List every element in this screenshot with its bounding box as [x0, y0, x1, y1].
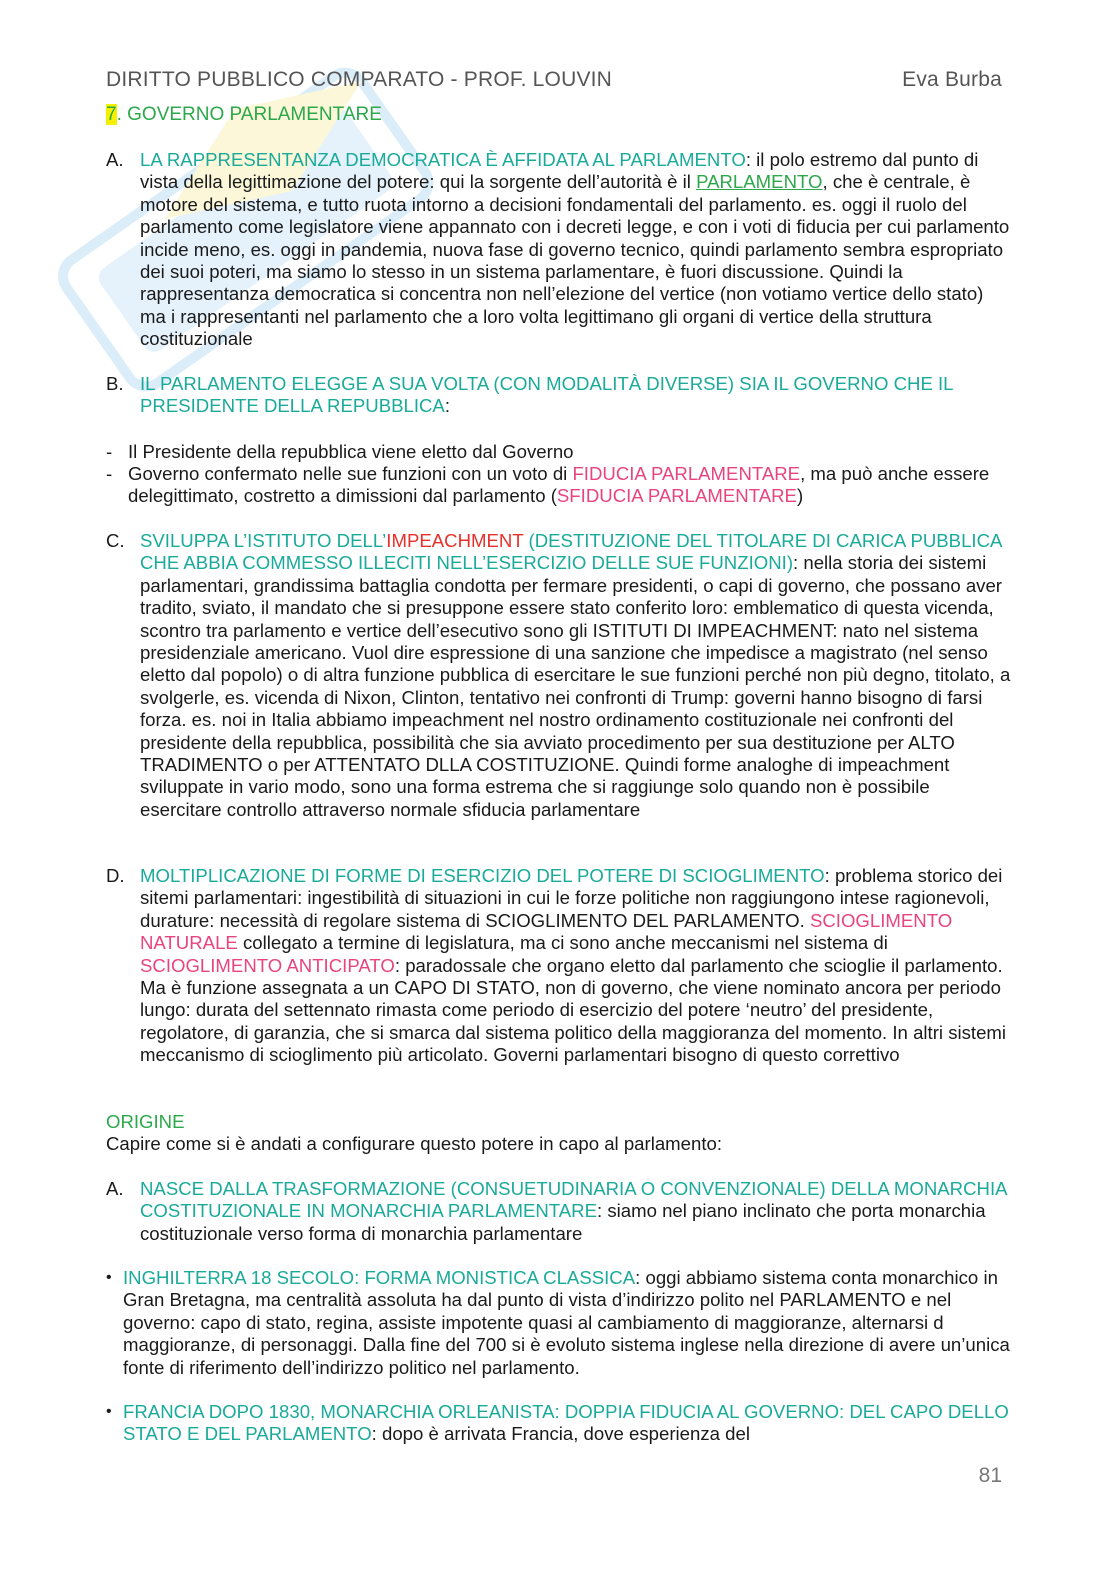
- item-c: [106, 530, 1011, 821]
- origine-intro: Capire come si è andati a configurare questo potere in capo al parlamento:: [106, 1133, 723, 1154]
- b-list-item-2-text2: , ma può anche essere delegittimato, costretto a dimissioni dal parlamento (: [128, 463, 990, 507]
- item-c-text: : nella storia dei sistemi parlamentari, grandissima battaglia condotta per fermare presidenti, o capi di governo, che possano aver tradito, sviato, il mandato che si presuppone essere stato conferito loro: emblematico di questa vicenda, scontro tra parlamento e vertice dell’esecutivo sono gli ISTITUTI DI IMPEACHMENT: nato nel sistema presidenziale americano. Vuol dire espressione di una sanzione che impedisce a magistrato (nel senso eletto dal popolo) o di altra funzione pubblica di esercitare le sue funzioni perché non più degno, titolato, a svolgerle, es. vicenda di Nixon, Clinton, tentativo nei confronti di Trump: governi hanno bisogno di farsi forza. es. noi in Italia abbiamo impeachment nel nostro ordinamento costituzionale nei confronti del presidente della repubblica, possibilità che sia avviato procedimento per sua destituzione per ALTO TRADIMENTO o per ATTENTATO DLLA COSTITUZIONE. Quindi forme analoghe di impeachment sviluppate in vario modo, sono una forma estrema che si raggiunge solo quando non è possibile esercitare controllo attraverso normale sfiducia parlamentare: [140, 552, 1011, 820]
- item-b-marker: B.: [106, 373, 124, 394]
- item-d-text1: : problema storico dei sitemi parlamentari: ingestibilità di situazioni in cui le forze politiche non raggiungono intese ragionevoli, durature: necessità di regolare sistema di SCIOGLIMENTO DEL PARLAMENTO.: [140, 865, 1003, 931]
- origine-item-a-marker: A.: [106, 1178, 124, 1199]
- item-a-heading: LA RAPPRESENTANZA DEMOCRATICA È AFFIDATA AL PARLAMENTO: [140, 149, 746, 170]
- b-list-item-1: [106, 441, 1011, 463]
- sfiducia-parlamentare: SFIDUCIA PARLAMENTARE: [556, 485, 797, 507]
- bullet-inghilterra-marker: •: [106, 1269, 112, 1286]
- item-b-colon: :: [444, 395, 451, 417]
- section-number: 7: [106, 104, 117, 125]
- origine-bullet-inghilterra: [106, 1267, 1011, 1379]
- section-title: [106, 104, 382, 126]
- item-a-parlamento-link: PARLAMENTO: [696, 171, 823, 193]
- impeachment-term: IMPEACHMENT: [386, 530, 524, 551]
- b-list-item-2-text3: ): [796, 485, 804, 507]
- b-list-item-2: [106, 463, 1011, 508]
- b-list-item-1-marker: -: [106, 441, 113, 462]
- item-d-text2: collegato a termine di legislatura, ma ci sono anche meccanismi nel sistema di: [237, 932, 888, 954]
- item-d-marker: D.: [106, 865, 125, 886]
- bullet-inghilterra-heading: INGHILTERRA 18 SECOLO: FORMA MONISTICA CLASSICA: [123, 1267, 636, 1288]
- b-list-item-2-text1: Governo confermato nelle sue funzioni con un voto di: [128, 463, 573, 484]
- item-c-heading1: SVILUPPA L’ISTITUTO DELL’: [140, 530, 387, 551]
- item-a-marker: A.: [106, 149, 124, 170]
- item-c-heading2: (DESTITUZIONE DEL TITOLARE DI CARICA PUBBLICA CHE ABBIA COMMESSO ILLECITI NELL’ESERCIZIO DELLE SUE FUNZIONI): [140, 530, 1002, 574]
- page-number: 81: [978, 1464, 1002, 1487]
- header-course-title: DIRITTO PUBBLICO COMPARATO - PROF. LOUVIN: [106, 68, 613, 91]
- origine-item-a-heading: NASCE DALLA TRASFORMAZIONE (CONSUETUDINARIA O CONVENZIONALE) DELLA MONARCHIA COSTITUZIONALE IN MONARCHIA PARLAMENTARE: [140, 1178, 1007, 1222]
- section-title-text: . GOVERNO PARLAMENTARE: [116, 104, 382, 125]
- origine-bullet-francia: [106, 1401, 1011, 1446]
- origine-heading: ORIGINE: [106, 1111, 185, 1132]
- bullet-francia-text: : dopo è arrivata Francia, dove esperienza del: [371, 1423, 750, 1445]
- item-a: [106, 149, 1011, 351]
- item-d-heading: MOLTIPLICAZIONE DI FORME DI ESERCIZIO DEL POTERE DI SCIOGLIMENTO: [140, 865, 825, 886]
- bullet-inghilterra-text: : oggi abbiamo sistema conta monarchico in Gran Bretagna, ma centralità assoluta ha dal punto di vista d’indirizzo polito nel PARLAMENTO e nel governo: capo di stato, regina, assiste impotente quasi al cambiamento di maggioranze, alternarsi d maggioranze, di personaggi. Dalla fine del 700 si è evoluto sistema inglese nella direzione di avere un’unica fonte di riferimento dell’indirizzo politico nel parlamento.: [123, 1267, 1010, 1378]
- item-b: [106, 373, 1011, 418]
- item-b-heading: IL PARLAMENTO ELEGGE A SUA VOLTA (CON MODALITÀ DIVERSE) SIA IL GOVERNO CHE IL PRESIDENTE DELLA REPUBBLICA: [140, 373, 953, 417]
- origine-item-a: [106, 1178, 1011, 1245]
- item-a-text2: , che è centrale, è motore del sistema, e tutto ruota intorno a decisioni fondamentali del parlamento. es. oggi il ruolo del parlamento come legislatore viene appannato con i decreti legge, e con i voti di fiducia per cui parlamento incide meno, es. oggi in pandemia, nuova fase di governo tecnico, quindi parlamento sembra espropriato dei suoi poteri, ma siamo lo stesso in un sistema parlamentare, è fuori discussione. Quindi la rappresentanza democratica si concentra non nell’elezione del vertice (non votiamo vertice dello stato) ma i rappresentanti nel parlamento che a loro volta legittimano gli organi di vertice della struttura costituzionale: [140, 171, 1010, 350]
- b-list-item-2-marker: -: [106, 463, 113, 484]
- item-a-text1: : il polo estremo dal punto di vista della legittimazione del potere: qui la sorgente dell’autorità è il: [140, 149, 979, 193]
- fiducia-parlamentare: FIDUCIA PARLAMENTARE: [572, 463, 801, 484]
- bullet-francia-heading: FRANCIA DOPO 1830, MONARCHIA ORLEANISTA: DOPPIA FIDUCIA AL GOVERNO: DEL CAPO DELLO STATO E DEL PARLAMENTO: [123, 1401, 1009, 1445]
- origine-item-a-text: : siamo nel piano inclinato che porta monarchia costituzionale verso forma di monarchia parlamentare: [140, 1200, 986, 1244]
- b-list-item-1-text: Il Presidente della repubblica viene eletto dal Governo: [128, 441, 574, 462]
- scioglimento-anticipato: SCIOGLIMENTO ANTICIPATO: [140, 954, 395, 976]
- scioglimento-naturale: SCIOGLIMENTO NATURALE: [140, 909, 953, 954]
- item-d-text3: : paradossale che organo eletto dal parlamento che scioglie il parlamento. Ma è funzione assegnata a un CAPO DI STATO, non di governo, che viene nominato ancora per periodo lungo: durata del settennato rimasta come periodo di esercizio del potere ‘neutro’ del presidente, regolatore, di garanzia, che si smarca dal sistema politico della maggioranza del momento. In altri sistemi meccanismo di scioglimento più articolato. Governi parlamentari bisogno di questo correttivo: [140, 954, 1007, 1066]
- item-c-marker: C.: [106, 530, 125, 551]
- bullet-francia-marker: •: [106, 1403, 112, 1420]
- header-author: Eva Burba: [902, 68, 1002, 91]
- item-d: [106, 865, 1011, 1067]
